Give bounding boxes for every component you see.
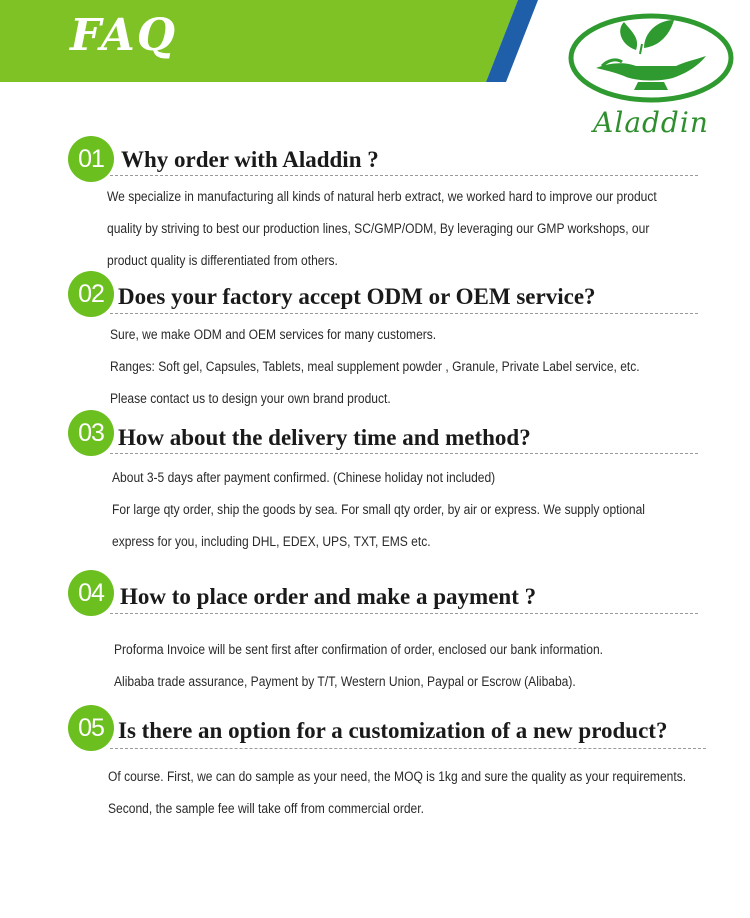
faq-question: Does your factory accept ODM or OEM service? bbox=[118, 284, 596, 309]
faq-number-badge: 01 bbox=[68, 136, 114, 182]
faq-answer-line: Of course. First, we can do sample as your need, the MOQ is 1kg and sure the quality as your requirements. bbox=[108, 769, 687, 784]
faq-answer-line: We specialize in manufacturing all kinds of natural herb extract, we worked hard to improve our product bbox=[107, 189, 657, 204]
faq-answer-line: Please contact us to design your own brand product. bbox=[110, 391, 391, 406]
faq-answer-line: Alibaba trade assurance, Payment by T/T, Western Union, Paypal or Escrow (Alibaba). bbox=[114, 674, 576, 689]
faq-number-badge: 03 bbox=[68, 410, 114, 456]
dashed-divider bbox=[110, 748, 706, 749]
faq-question: How to place order and make a payment ? bbox=[120, 584, 537, 609]
faq-answer-line: About 3-5 days after payment confirmed. (Chinese holiday not included) bbox=[112, 470, 496, 485]
faq-answer-line: For large qty order, ship the goods by sea. For small qty order, by air or express. We supply optional bbox=[112, 502, 645, 517]
dashed-divider bbox=[110, 313, 698, 314]
brand-logo bbox=[566, 10, 736, 142]
brand-name: Aladdin bbox=[593, 106, 709, 139]
faq-answer-line: Sure, we make ODM and OEM services for many customers. bbox=[110, 327, 437, 342]
faq-answer-line: Ranges: Soft gel, Capsules, Tablets, meal supplement powder , Granule, Private Label service, etc. bbox=[110, 359, 640, 374]
faq-number-badge: 05 bbox=[68, 705, 114, 751]
dashed-divider bbox=[110, 175, 698, 176]
dashed-divider bbox=[110, 453, 698, 454]
faq-answer-line: product quality is differentiated from others. bbox=[107, 253, 338, 268]
faq-question: How about the delivery time and method? bbox=[118, 425, 531, 450]
dashed-divider bbox=[110, 613, 698, 614]
faq-answer-line: Proforma Invoice will be sent first after confirmation of order, enclosed our bank information. bbox=[114, 642, 603, 657]
faq-answer-line: Second, the sample fee will take off from commercial order. bbox=[108, 801, 424, 816]
faq-answer-line: express for you, including DHL, EDEX, UPS, TXT, EMS etc. bbox=[112, 534, 431, 549]
faq-answer-line: quality by striving to best our production lines, SC/GMP/ODM, By leveraging our GMP workshops, our bbox=[107, 221, 650, 236]
page-title: FAQ bbox=[70, 10, 178, 61]
faq-number-badge: 04 bbox=[68, 570, 114, 616]
faq-number-badge: 02 bbox=[68, 271, 114, 317]
faq-question: Is there an option for a customization of a new product? bbox=[118, 718, 668, 743]
faq-question: Why order with Aladdin ? bbox=[121, 147, 379, 172]
lamp-leaf-icon bbox=[566, 10, 736, 110]
